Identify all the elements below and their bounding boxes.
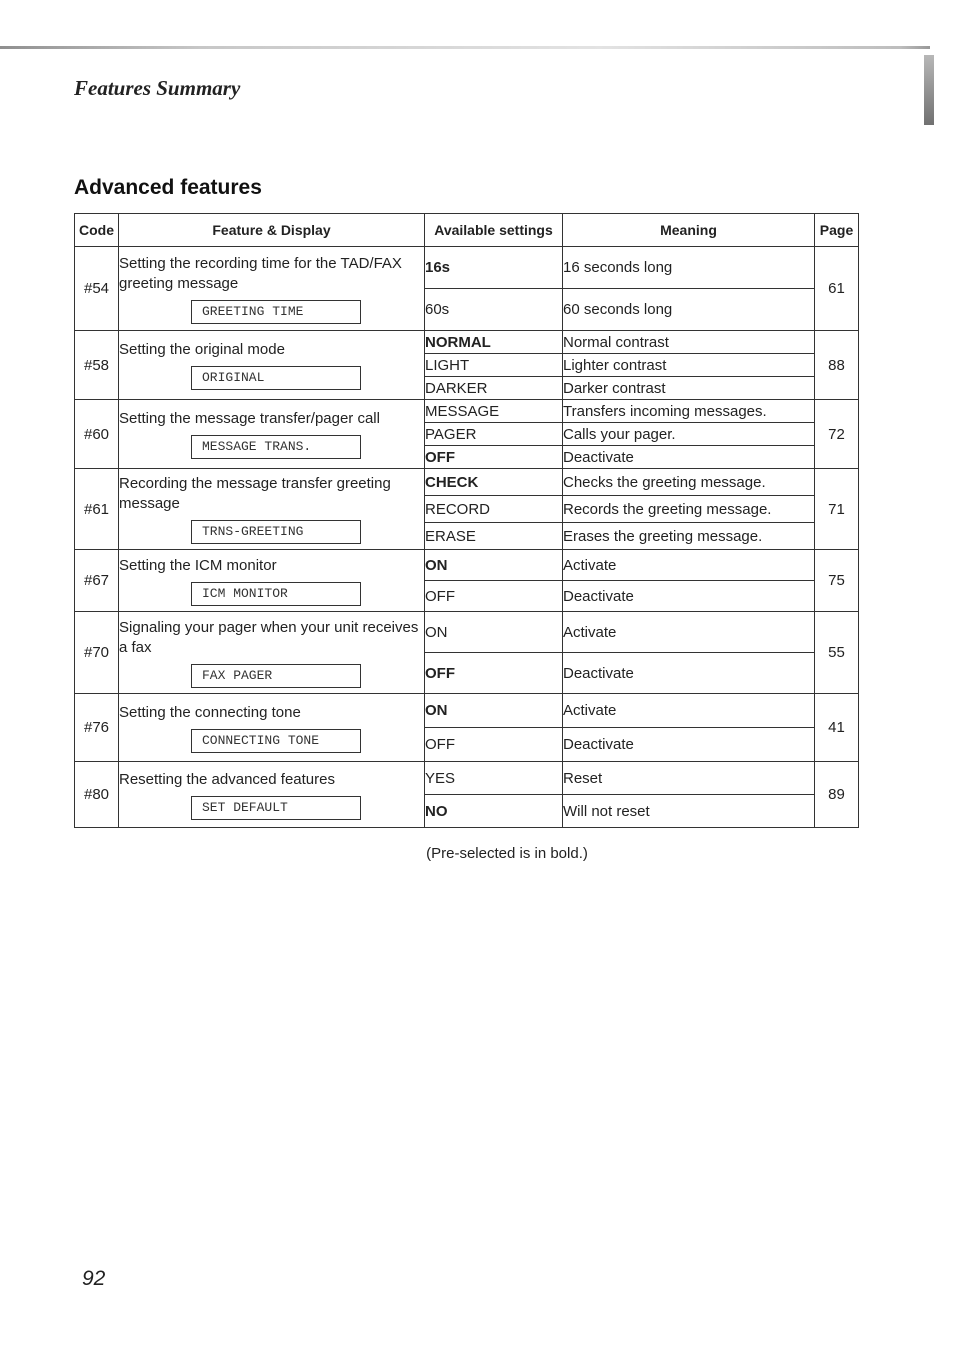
- feature-description: Resetting the advanced features: [119, 770, 335, 788]
- feature-code: #76: [75, 694, 119, 762]
- setting-meaning: Calls your pager.: [563, 423, 815, 446]
- page-reference: 88: [815, 331, 859, 400]
- feature-cell: [119, 762, 425, 828]
- page-edge-mark: [924, 55, 934, 125]
- page-reference: 75: [815, 550, 859, 612]
- table-row: [75, 331, 859, 354]
- setting-value: OFF: [425, 653, 563, 694]
- setting-meaning: Normal contrast: [563, 331, 815, 354]
- setting-value: PAGER: [425, 423, 563, 446]
- setting-value: DARKER: [425, 377, 563, 400]
- column-header-settings: Available settings: [425, 214, 563, 247]
- section-title: Advanced features: [74, 176, 262, 199]
- lcd-display-text: ORIGINAL: [191, 366, 361, 390]
- setting-meaning: Lighter contrast: [563, 354, 815, 377]
- setting-value: ON: [425, 612, 563, 653]
- top-rule: [0, 46, 930, 49]
- page-reference: 61: [815, 247, 859, 331]
- setting-meaning: 60 seconds long: [563, 289, 815, 331]
- setting-value: YES: [425, 762, 563, 795]
- setting-meaning: Records the greeting message.: [563, 496, 815, 523]
- setting-value: NORMAL: [425, 331, 563, 354]
- lcd-display-text: SET DEFAULT: [191, 796, 361, 820]
- setting-meaning: Activate: [563, 694, 815, 728]
- feature-code: #80: [75, 762, 119, 828]
- setting-meaning: 16 seconds long: [563, 247, 815, 289]
- setting-value: OFF: [425, 728, 563, 762]
- setting-meaning: Will not reset: [563, 795, 815, 828]
- feature-code: #60: [75, 400, 119, 469]
- setting-meaning: Deactivate: [563, 446, 815, 469]
- table-row: [75, 400, 859, 423]
- running-header: Features Summary: [74, 76, 241, 100]
- feature-cell: [119, 469, 425, 550]
- table-body: [75, 247, 859, 828]
- setting-meaning: Activate: [563, 612, 815, 653]
- page-reference: 41: [815, 694, 859, 762]
- bold-note: (Pre-selected is in bold.): [426, 845, 588, 862]
- page-reference: 71: [815, 469, 859, 550]
- table-row: [75, 694, 859, 728]
- setting-meaning: Checks the greeting message.: [563, 469, 815, 496]
- feature-cell: [119, 247, 425, 331]
- feature-cell: [119, 400, 425, 469]
- feature-code: #61: [75, 469, 119, 550]
- setting-value: OFF: [425, 446, 563, 469]
- setting-value: LIGHT: [425, 354, 563, 377]
- setting-value: MESSAGE: [425, 400, 563, 423]
- advanced-features-table: [74, 213, 859, 828]
- feature-description: Signaling your pager when your unit receives a fax: [119, 618, 419, 656]
- table-row: [75, 247, 859, 289]
- setting-meaning: Reset: [563, 762, 815, 795]
- setting-value: RECORD: [425, 496, 563, 523]
- setting-value: 16s: [425, 247, 563, 289]
- setting-value: NO: [425, 795, 563, 828]
- column-header-meaning: Meaning: [563, 214, 815, 247]
- setting-value: ERASE: [425, 523, 563, 550]
- feature-description: Setting the ICM monitor: [119, 556, 277, 574]
- lcd-display-text: FAX PAGER: [191, 664, 361, 688]
- setting-meaning: Erases the greeting message.: [563, 523, 815, 550]
- setting-value: ON: [425, 694, 563, 728]
- feature-description: Recording the message transfer greeting message: [119, 475, 391, 512]
- table-row: [75, 550, 859, 581]
- setting-meaning: Deactivate: [563, 653, 815, 694]
- column-header-code: Code: [75, 214, 119, 247]
- setting-value: OFF: [425, 581, 563, 612]
- setting-meaning: Deactivate: [563, 581, 815, 612]
- setting-meaning: Darker contrast: [563, 377, 815, 400]
- page-reference: 72: [815, 400, 859, 469]
- lcd-display-text: GREETING TIME: [191, 300, 361, 324]
- column-header-page: Page: [815, 214, 859, 247]
- feature-cell: [119, 550, 425, 612]
- feature-description: Setting the connecting tone: [119, 703, 301, 721]
- page-number: 92: [82, 1267, 106, 1290]
- feature-cell: [119, 694, 425, 762]
- feature-code: #67: [75, 550, 119, 612]
- setting-value: CHECK: [425, 469, 563, 496]
- table-header-row: [75, 214, 859, 247]
- feature-code: #58: [75, 331, 119, 400]
- setting-value: ON: [425, 550, 563, 581]
- feature-description: Setting the original mode: [119, 341, 285, 358]
- lcd-display-text: ICM MONITOR: [191, 582, 361, 606]
- table-row: [75, 762, 859, 795]
- page-reference: 55: [815, 612, 859, 694]
- table-row: [75, 612, 859, 653]
- lcd-display-text: TRNS-GREETING: [191, 520, 361, 544]
- feature-description: Setting the message transfer/pager call: [119, 410, 380, 427]
- feature-cell: [119, 612, 425, 694]
- feature-description: Setting the recording time for the TAD/FAX greeting message: [119, 254, 402, 292]
- page-reference: 89: [815, 762, 859, 828]
- feature-code: #54: [75, 247, 119, 331]
- lcd-display-text: CONNECTING TONE: [191, 729, 361, 753]
- setting-meaning: Deactivate: [563, 728, 815, 762]
- setting-meaning: Activate: [563, 550, 815, 581]
- feature-code: #70: [75, 612, 119, 694]
- column-header-feature: Feature & Display: [119, 214, 425, 247]
- lcd-display-text: MESSAGE TRANS.: [191, 435, 361, 459]
- table-row: [75, 469, 859, 496]
- setting-meaning: Transfers incoming messages.: [563, 400, 815, 423]
- feature-cell: [119, 331, 425, 400]
- setting-value: 60s: [425, 289, 563, 331]
